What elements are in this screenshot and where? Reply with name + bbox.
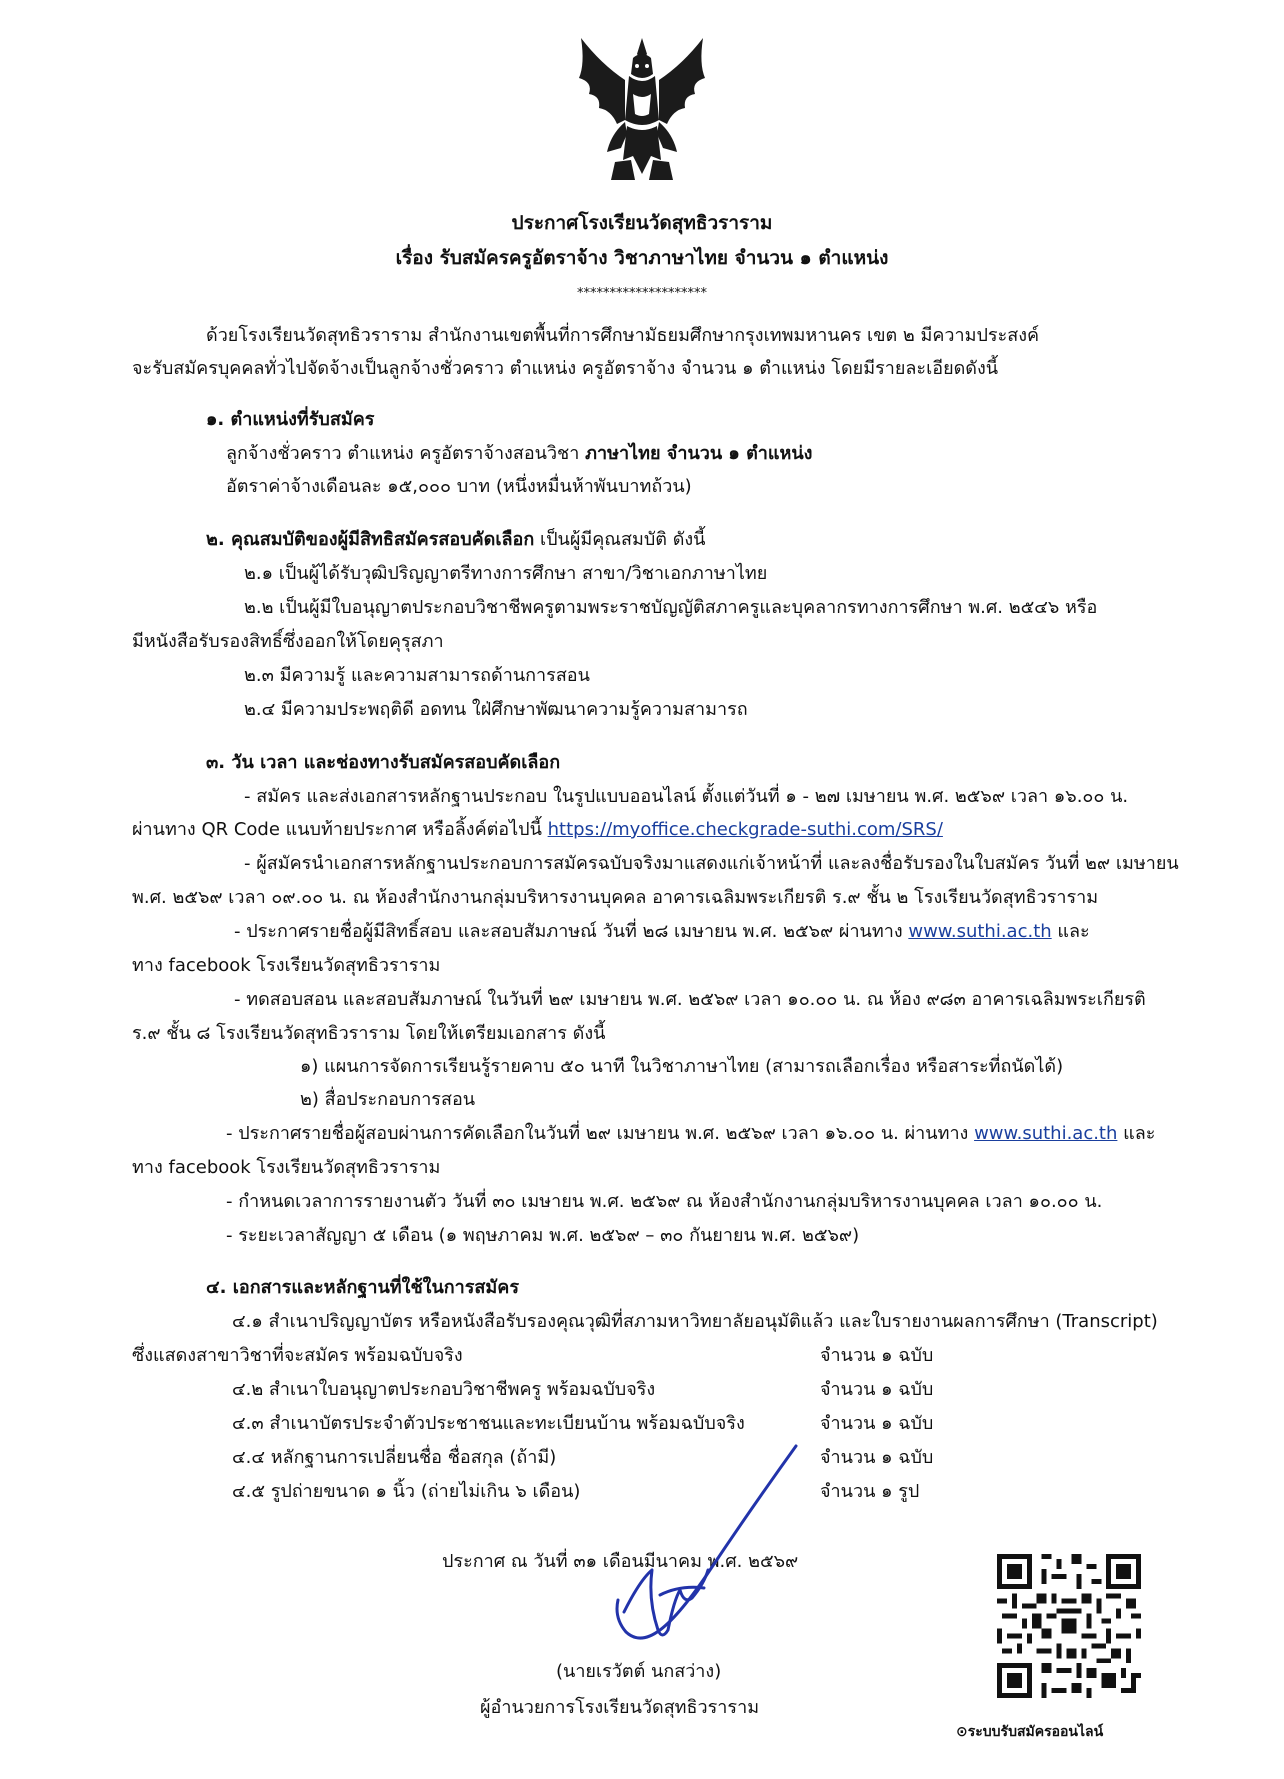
section-4-item-2-qty: จำนวน ๑ ฉบับ — [820, 1379, 934, 1400]
section-3-documents-line-1: - ผู้สมัครนำเอกสารหลักฐานประกอบการสมัครฉบับจริงมาแสดงแก่เจ้าหน้าที่ และลงชื่อรับรองในใบสมัคร วันที่ ๒๙ เมษายน — [244, 853, 1179, 874]
section-4-item-1-qty: จำนวน ๑ ฉบับ — [820, 1345, 934, 1366]
section-3-result-text: - ประกาศรายชื่อผู้สอบผ่านการคัดเลือกในวันที่ ๒๙ เมษายน พ.ศ. ๒๕๖๙ เวลา ๑๖.๐๐ น. ผ่านทาง — [226, 1123, 975, 1144]
qr-caption-text: ระบบรับสมัครออนไลน์ — [967, 1724, 1104, 1740]
announcement-date: ประกาศ ณ วันที่ ๓๑ เดือนมีนาคม พ.ศ. ๒๕๖๙ — [442, 1551, 799, 1572]
section-4-item-3-qty: จำนวน ๑ ฉบับ — [820, 1413, 934, 1434]
section-4-item-4: ๔.๔ หลักฐานการเปลี่ยนชื่อ ชื่อสกุล (ถ้ามี) — [232, 1447, 557, 1468]
qr-scan-icon: ⊙ — [956, 1724, 968, 1740]
intro-line-2: จะรับสมัครบุคคลทั่วไปจัดจ้างเป็นลูกจ้างชั่วคราว ตำแหน่ง ครูอัตราจ้าง จำนวน ๑ ตำแหน่ง โดยมีรายละเอียดดังนี้ — [132, 358, 999, 379]
section-1-position-bold: ภาษาไทย จำนวน ๑ ตำแหน่ง — [585, 443, 813, 464]
section-1-salary: อัตราค่าจ้างเดือนละ ๑๕,๐๐๐ บาท (หนึ่งหมื่นห้าพันบาทถ้วน) — [226, 476, 692, 497]
section-3-heading: ๓. วัน เวลา และช่องทางรับสมัครสอบคัดเลือก — [206, 752, 561, 773]
section-3-apply-text: ผ่านทาง QR Code แนบท้ายประกาศ หรือลิ้งค์ต่อไปนี้ — [132, 819, 548, 840]
section-4-item-1a: ๔.๑ สำเนาปริญญาบัตร หรือหนังสือรับรองคุณวุฒิที่สภามหาวิทยาลัยอนุมัติแล้ว และใบรายงานผลการศึกษา (Transcript) — [232, 1311, 1158, 1332]
garuda-emblem-icon — [571, 34, 713, 184]
intro-line-1: ด้วยโรงเรียนวัดสุทธิวราราม สำนักงานเขตพื้นที่การศึกษามัธยมศึกษากรุงเทพมหานคร เขต ๒ มีความประสงค์ — [206, 325, 1040, 346]
section-1-heading: ๑. ตำแหน่งที่รับสมัคร — [206, 409, 375, 430]
section-1-position-text: ลูกจ้างชั่วคราว ตำแหน่ง ครูอัตราจ้างสอนวิชา — [226, 443, 586, 464]
section-2-heading — [206, 528, 705, 552]
section-4-item-1b: ซึ่งแสดงสาขาวิชาที่จะสมัคร พร้อมฉบับจริง — [132, 1345, 463, 1366]
section-3-test-line-2: ร.๙ ชั้น ๘ โรงเรียนวัดสุทธิวราราม โดยให้เตรียมเอกสาร ดังนี้ — [132, 1023, 606, 1044]
section-2-heading-rest: เป็นผู้มีคุณสมบัติ ดังนี้ — [534, 529, 706, 550]
qr-code-icon[interactable] — [997, 1554, 1141, 1698]
school-website-link-2[interactable]: www.suthi.ac.th — [974, 1123, 1118, 1144]
section-1-position — [226, 442, 812, 466]
section-2-heading-bold: ๒. คุณสมบัติของผู้มีสิทธิสมัครสอบคัดเลือก — [206, 529, 535, 550]
section-2-item-1: ๒.๑ เป็นผู้ได้รับวุฒิปริญญาตรีทางการศึกษา สาขา/วิชาเอกภาษาไทย — [244, 563, 768, 584]
section-2-item-3: ๒.๓ มีความรู้ และความสามารถด้านการสอน — [244, 665, 590, 686]
section-3-test-item-2: ๒) สื่อประกอบการสอน — [300, 1089, 476, 1110]
section-2-item-2a: ๒.๒ เป็นผู้มีใบอนุญาตประกอบวิชาชีพครูตามพระราชบัญญัติสภาครูและบุคลากรทางการศึกษา พ.ศ. ๒๕๔๖ หรือ — [244, 597, 1098, 618]
section-4-item-3: ๔.๓ สำเนาบัตรประจำตัวประชาชนและทะเบียนบ้าน พร้อมฉบับจริง — [232, 1413, 745, 1434]
application-link[interactable]: https://myoffice.checkgrade-suthi.com/SRS/ — [547, 819, 943, 840]
qr-caption — [956, 1721, 1103, 1743]
section-2-item-4: ๒.๔ มีความประพฤติดี อดทน ใฝ่ศึกษาพัฒนาความรู้ความสามารถ — [244, 699, 748, 720]
section-4-item-5: ๔.๕ รูปถ่ายขนาด ๑ นิ้ว (ถ่ายไม่เกิน ๖ เดือน) — [232, 1481, 581, 1502]
announcement-subject: เรื่อง รับสมัครครูอัตราจ้าง วิชาภาษาไทย จำนวน ๑ ตำแหน่ง — [395, 247, 889, 269]
section-3-result-suffix: และ — [1117, 1123, 1156, 1144]
signatory-position: ผู้อำนวยการโรงเรียนวัดสุทธิวราราม — [480, 1697, 760, 1718]
section-3-apply-line-1: - สมัคร และส่งเอกสารหลักฐานประกอบ ในรูปแบบออนไลน์ ตั้งแต่วันที่ ๑ - ๒๗ เมษายน พ.ศ. ๒๕๖๙ เวลา ๑๖.๐๐ น. — [244, 786, 1129, 807]
signature-drawing — [600, 640, 830, 1670]
announcement-title: ประกาศโรงเรียนวัดสุทธิวราราม — [511, 212, 773, 234]
separator-stars: ******************** — [577, 286, 707, 301]
section-2-item-2b: มีหนังสือรับรองสิทธิ์ซึ่งออกให้โดยคุรุสภา — [132, 631, 444, 652]
section-3-test-item-1: ๑) แผนการจัดการเรียนรู้รายคาบ ๕๐ นาที ในวิชาภาษาไทย (สามารถเลือกเรื่อง หรือสาระที่ถนัดได้) — [300, 1056, 1064, 1077]
section-3-eligible-suffix: และ — [1051, 921, 1090, 942]
section-3-test-line-1: - ทดสอบสอน และสอบสัมภาษณ์ ในวันที่ ๒๙ เมษายน พ.ศ. ๒๕๖๙ เวลา ๑๐.๐๐ น. ณ ห้อง ๙๘๓ อาคารเฉลิมพระเกียรติ — [234, 989, 1146, 1010]
section-3-documents-line-2: พ.ศ. ๒๕๖๙ เวลา ๐๙.๐๐ น. ณ ห้องสำนักงานกลุ่มบริหารงานบุคคล อาคารเฉลิมพระเกียรติ ร.๙ ชั้น ๒ โรงเรียนวัดสุทธิวราราม — [132, 887, 1099, 908]
signatory-name: (นายเรวัตต์ นกสว่าง) — [556, 1661, 722, 1682]
section-3-report: - กำหนดเวลาการรายงานตัว วันที่ ๓๐ เมษายน พ.ศ. ๒๕๖๙ ณ ห้องสำนักงานกลุ่มบริหารงานบุคคล เวลา ๑๐.๐๐ น. — [226, 1191, 1103, 1212]
section-4-item-4-qty: จำนวน ๑ ฉบับ — [820, 1447, 934, 1468]
section-3-result-line-2: ทาง facebook โรงเรียนวัดสุทธิวราราม — [132, 1157, 441, 1178]
section-3-contract: - ระยะเวลาสัญญา ๕ เดือน (๑ พฤษภาคม พ.ศ. ๒๕๖๙ – ๓๐ กันยายน พ.ศ. ๒๕๖๙) — [226, 1225, 860, 1246]
section-4-item-2: ๔.๒ สำเนาใบอนุญาตประกอบวิชาชีพครู พร้อมฉบับจริง — [232, 1379, 656, 1400]
section-3-eligible-text: - ประกาศรายชื่อผู้มีสิทธิ์สอบ และสอบสัมภาษณ์ วันที่ ๒๘ เมษายน พ.ศ. ๒๕๖๙ ผ่านทาง — [234, 921, 909, 942]
school-website-link[interactable]: www.suthi.ac.th — [908, 921, 1052, 942]
section-4-item-5-qty: จำนวน ๑ รูป — [820, 1481, 920, 1502]
section-3-eligible-line-2: ทาง facebook โรงเรียนวัดสุทธิวราราม — [132, 955, 441, 976]
section-4-heading: ๔. เอกสารและหลักฐานที่ใช้ในการสมัคร — [206, 1277, 519, 1298]
